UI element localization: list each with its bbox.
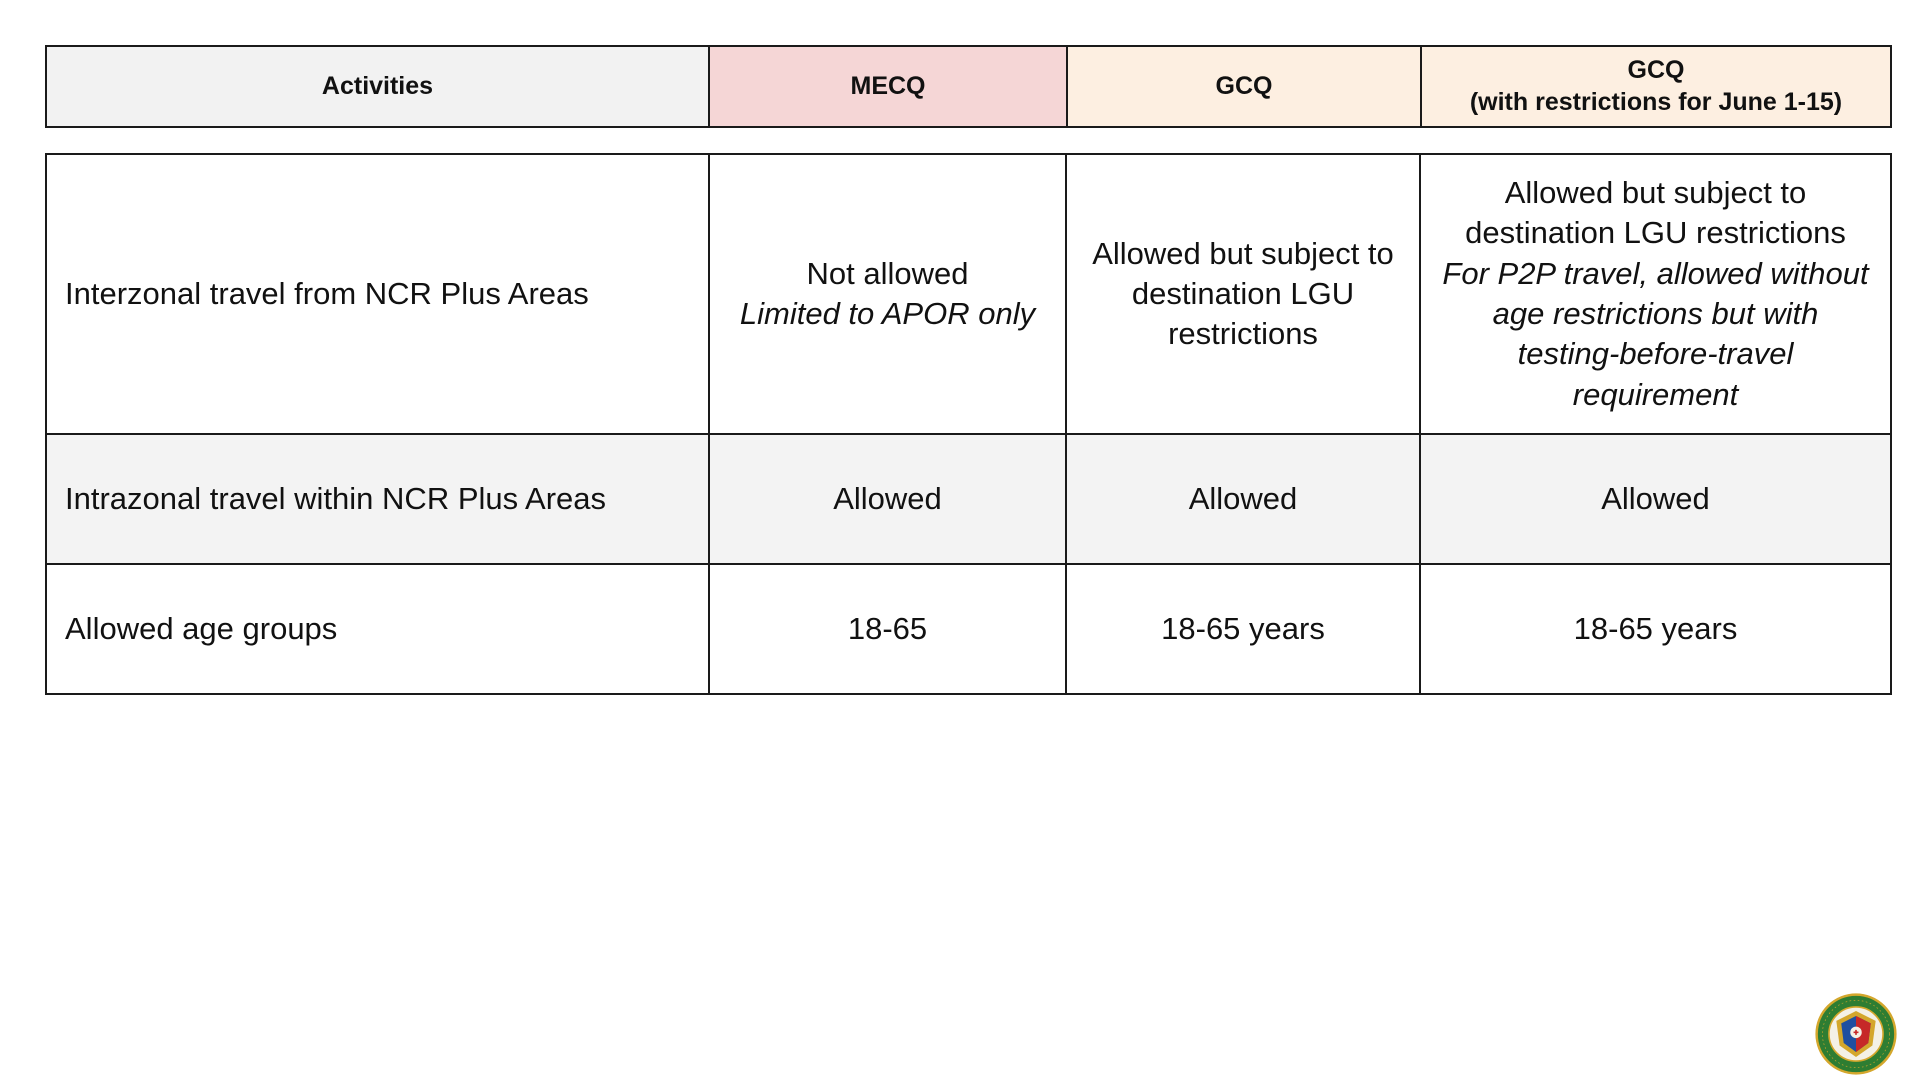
table-row — [46, 564, 1891, 694]
mecq-note: Limited to APOR only — [739, 296, 1036, 331]
mecq-status: Not allowed — [806, 255, 969, 291]
header-gcq: GCQ — [1067, 46, 1421, 127]
row-activity-label: Allowed age groups — [46, 564, 709, 694]
gcq-restricted-note: For P2P travel, allowed without age restrictions but with testing-before-travel requirement — [1442, 255, 1869, 412]
header-gcq-restricted-subtitle: (with restrictions for June 1-15) — [1469, 87, 1843, 116]
row-gcq-value: Allowed but subject to destination LGU restrictions — [1066, 154, 1420, 434]
header-activities: Activities — [46, 46, 709, 127]
table-row — [46, 154, 1891, 434]
activities-table — [45, 153, 1892, 695]
header-table — [45, 45, 1892, 128]
header-gcq-restricted-title: GCQ — [1627, 56, 1685, 85]
row-activity-label: Interzonal travel from NCR Plus Areas — [46, 154, 709, 434]
row-gcq-restricted-value: 18-65 years — [1420, 564, 1891, 694]
row-mecq-value — [709, 154, 1066, 434]
row-activity-label: Intrazonal travel within NCR Plus Areas — [46, 434, 709, 564]
header-mecq: MECQ — [709, 46, 1067, 127]
row-mecq-value: 18-65 — [709, 564, 1066, 694]
row-gcq-restricted-value: Allowed — [1420, 434, 1891, 564]
row-gcq-restricted-value — [1420, 154, 1891, 434]
gcq-restricted-status: Allowed but subject to destination LGU restrictions — [1465, 175, 1846, 251]
table-row — [46, 434, 1891, 564]
department-of-health-seal-icon — [1815, 993, 1897, 1075]
row-mecq-value: Allowed — [709, 434, 1066, 564]
row-gcq-value: 18-65 years — [1066, 564, 1420, 694]
header-row — [46, 46, 1891, 127]
header-gcq-restricted — [1421, 46, 1891, 127]
row-gcq-value: Allowed — [1066, 434, 1420, 564]
